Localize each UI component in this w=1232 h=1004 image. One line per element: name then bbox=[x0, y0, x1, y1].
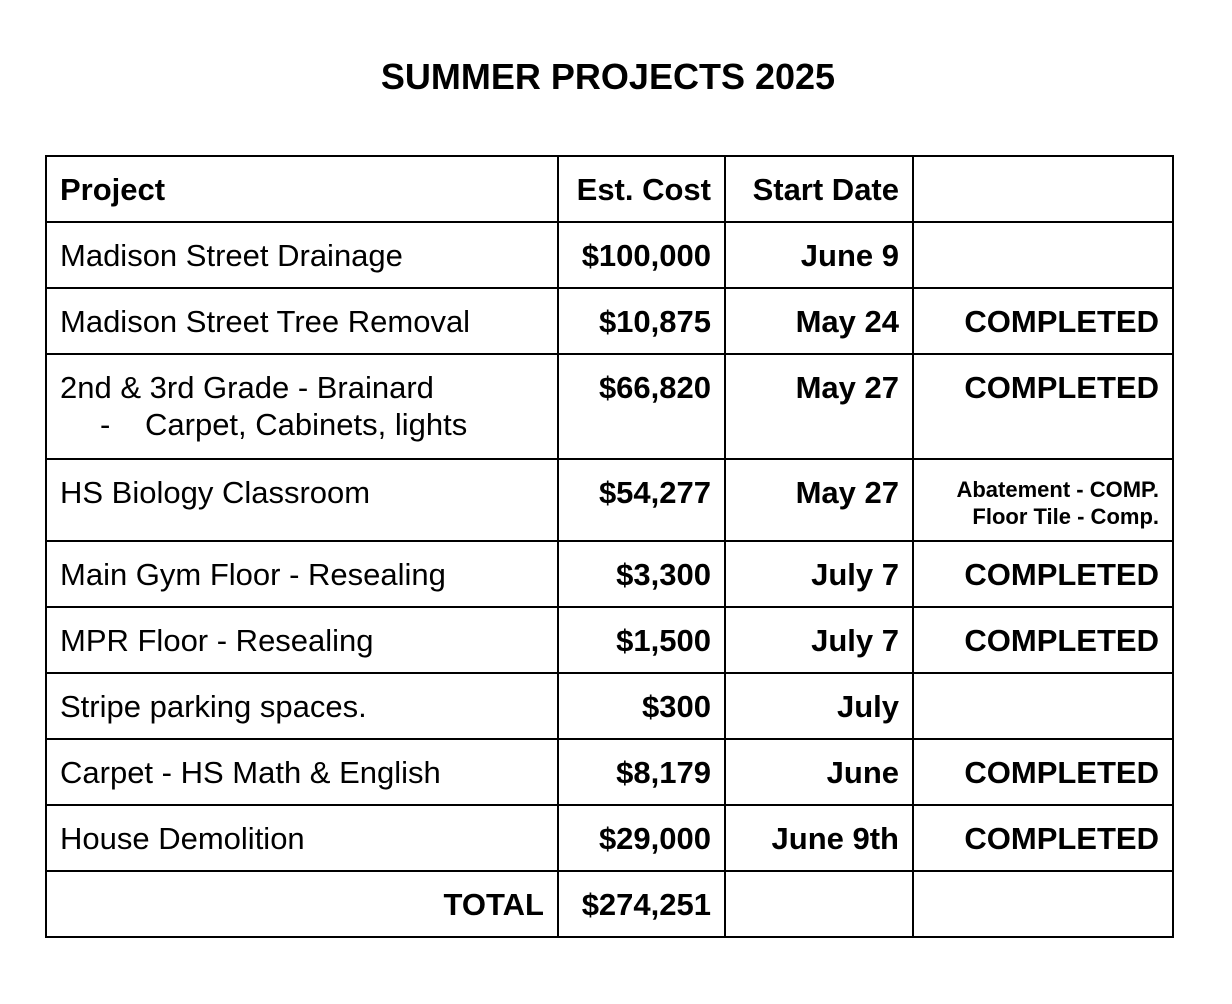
project-cell: Stripe parking spaces. bbox=[46, 673, 558, 739]
empty-cell bbox=[913, 871, 1173, 937]
total-label: TOTAL bbox=[46, 871, 558, 937]
table-header-row bbox=[46, 156, 1173, 222]
cost-cell: $300 bbox=[558, 673, 725, 739]
cost-cell: $1,500 bbox=[558, 607, 725, 673]
project-cell: Main Gym Floor - Resealing bbox=[46, 541, 558, 607]
table-row bbox=[46, 673, 1173, 739]
status-cell: COMPLETED bbox=[913, 607, 1173, 673]
projects-table bbox=[45, 155, 1174, 938]
date-cell: July 7 bbox=[725, 607, 913, 673]
table-row bbox=[46, 607, 1173, 673]
table-row bbox=[46, 354, 1173, 459]
status-cell bbox=[913, 459, 1173, 541]
date-cell: July bbox=[725, 673, 913, 739]
cost-cell: $8,179 bbox=[558, 739, 725, 805]
table-row bbox=[46, 805, 1173, 871]
cost-cell: $10,875 bbox=[558, 288, 725, 354]
bullet-dash: - bbox=[100, 407, 111, 442]
date-cell: July 7 bbox=[725, 541, 913, 607]
project-name: 2nd & 3rd Grade - Brainard bbox=[60, 370, 434, 405]
date-cell: May 24 bbox=[725, 288, 913, 354]
date-cell: May 27 bbox=[725, 459, 913, 541]
project-cell: MPR Floor - Resealing bbox=[46, 607, 558, 673]
status-cell: COMPLETED bbox=[913, 739, 1173, 805]
status-cell bbox=[913, 673, 1173, 739]
column-header-project: Project bbox=[46, 156, 558, 222]
cost-cell: $54,277 bbox=[558, 459, 725, 541]
date-cell: June 9th bbox=[725, 805, 913, 871]
table-row bbox=[46, 222, 1173, 288]
cost-cell: $100,000 bbox=[558, 222, 725, 288]
sub-item-text: Carpet, Cabinets, lights bbox=[145, 407, 468, 442]
project-sub-item bbox=[60, 406, 544, 444]
status-line: Abatement - COMP. bbox=[956, 477, 1159, 502]
table-row bbox=[46, 459, 1173, 541]
cost-cell: $66,820 bbox=[558, 354, 725, 459]
project-cell: Madison Street Drainage bbox=[46, 222, 558, 288]
project-cell bbox=[46, 354, 558, 459]
table-row bbox=[46, 739, 1173, 805]
date-cell: May 27 bbox=[725, 354, 913, 459]
table-row bbox=[46, 541, 1173, 607]
status-cell: COMPLETED bbox=[913, 354, 1173, 459]
empty-cell bbox=[725, 871, 913, 937]
status-cell: COMPLETED bbox=[913, 805, 1173, 871]
column-header-status bbox=[913, 156, 1173, 222]
cost-cell: $3,300 bbox=[558, 541, 725, 607]
status-line: Floor Tile - Comp. bbox=[972, 504, 1159, 529]
page-title: SUMMER PROJECTS 2025 bbox=[380, 56, 836, 97]
project-cell: HS Biology Classroom bbox=[46, 459, 558, 541]
project-cell: Carpet - HS Math & English bbox=[46, 739, 558, 805]
status-cell: COMPLETED bbox=[913, 541, 1173, 607]
total-cost: $274,251 bbox=[558, 871, 725, 937]
date-cell: June 9 bbox=[725, 222, 913, 288]
project-cell: House Demolition bbox=[46, 805, 558, 871]
table-row bbox=[46, 288, 1173, 354]
status-cell: COMPLETED bbox=[913, 288, 1173, 354]
column-header-cost: Est. Cost bbox=[558, 156, 725, 222]
date-cell: June bbox=[725, 739, 913, 805]
project-cell: Madison Street Tree Removal bbox=[46, 288, 558, 354]
total-row bbox=[46, 871, 1173, 937]
cost-cell: $29,000 bbox=[558, 805, 725, 871]
column-header-date: Start Date bbox=[725, 156, 913, 222]
status-cell bbox=[913, 222, 1173, 288]
